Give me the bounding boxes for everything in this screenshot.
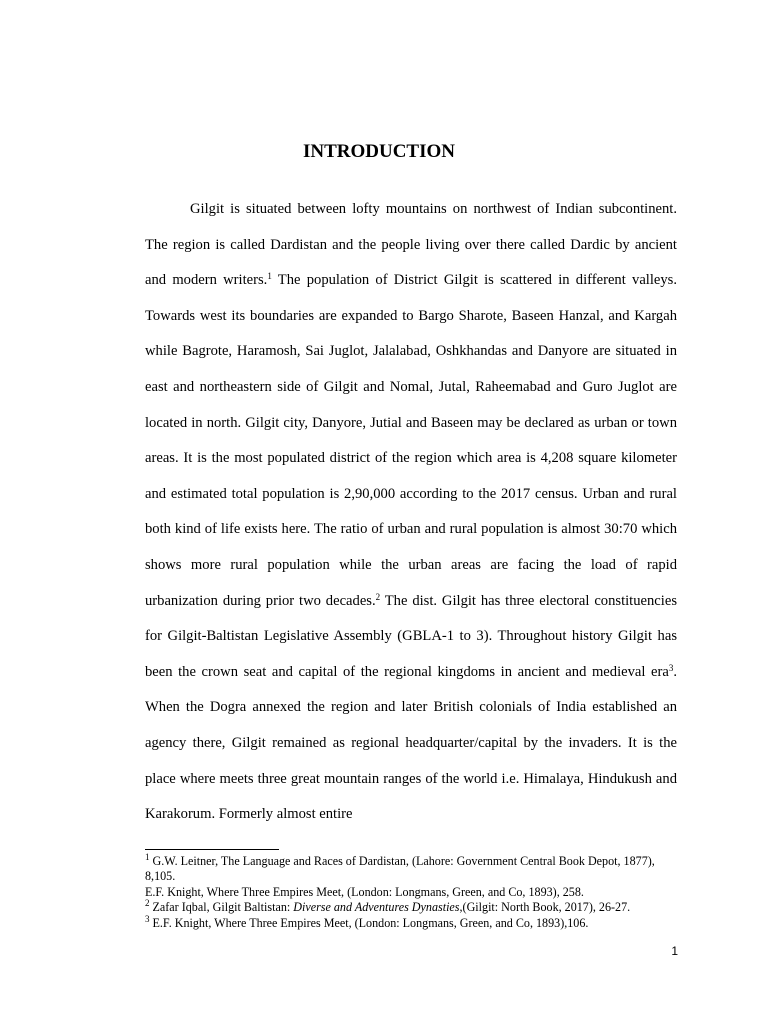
paragraph-text-2: The population of District Gilgit is scattered in different valleys. Towards west its boundaries are expanded to Bargo Sharote, Baseen Hanzal, and Kargah while Bagrote, Haramosh, Sai Juglot, Jalalabad, Oshkhandas and Danyore are situated in east and northeastern side of Gilgit and Nomal, Jutal, Raheemabad and Guro Juglot are located in north. Gilgit city, Danyore, Jutial and Baseen may be declared as urban or town areas. It is the most populated district of the region which area is 4,208 square kilometer and estimated total population is 2,90,000 according to the 2017 census. Urban and rural both kind of life exists here. The ratio of urban and rural population is almost 30:70 which shows more rural population while the urban areas are facing the load of rapid urbanization during prior two decades. [145,272,678,609]
footnote-mark-2: 2 [145,898,150,909]
footnote-1-continued: E.F. Knight, Where Three Empires Meet, (London: Longmans, Green, and Co, 1893), 258. [145,884,584,899]
footnote-1 [145,854,685,885]
footnote-ref-1[interactable]: 1 [267,271,272,282]
body-paragraph [145,192,677,833]
paragraph-text-1: Gilgit is situated between lofty mountains on northwest of Indian subcontinent. The region is called Dardistan and the people living over there called Dardic by ancient and modern writers. [145,201,677,289]
footnote-separator [145,849,279,850]
paragraph-text-3: The dist. Gilgit has three electoral constituencies for Gilgit-Baltistan Legislative Assembly (GBLA-1 to 3). Throughout history Gilgit has been the crown seat and capital of the regional kingdoms in ancient and medieval era [145,592,677,680]
page-title: INTRODUCTION [302,141,456,162]
page-number: 1 [671,944,678,958]
footnote-2-book-title: Diverse and Adventures Dynasties [293,900,460,915]
footnote-mark-3: 3 [145,913,150,924]
footnote-1-text: G.W. Leitner, The Language and Races of Dardistan, (Lahore: Government Central Book Depot, 1877), 8,105. [145,854,655,884]
footnotes [145,854,685,931]
footnote-3-text: E.F. Knight, Where Three Empires Meet, (London: Longmans, Green, and Co, 1893),106. [149,915,589,930]
footnote-2 [145,900,685,915]
footnote-3 [145,913,685,931]
footnote-2-text-after: ,(Gilgit: North Book, 2017), 26-27. [459,900,631,915]
footnote-mark-1: 1 [145,852,150,862]
footnote-ref-3[interactable]: 3 [668,662,674,673]
footnote-ref-2[interactable]: 2 [375,591,381,602]
paragraph-text-4: . When the Dogra annexed the region and later British colonials of India established an agency there, Gilgit remained as regional headquarter/capital by the invaders. It is the place where meets three great mountain ranges of the world i.e. Himalaya, Hindukush and Karakorum. Formerly almost entire [145,663,677,823]
footnote-2-text-before: Zafar Iqbal, Gilgit Baltistan: [149,900,294,915]
